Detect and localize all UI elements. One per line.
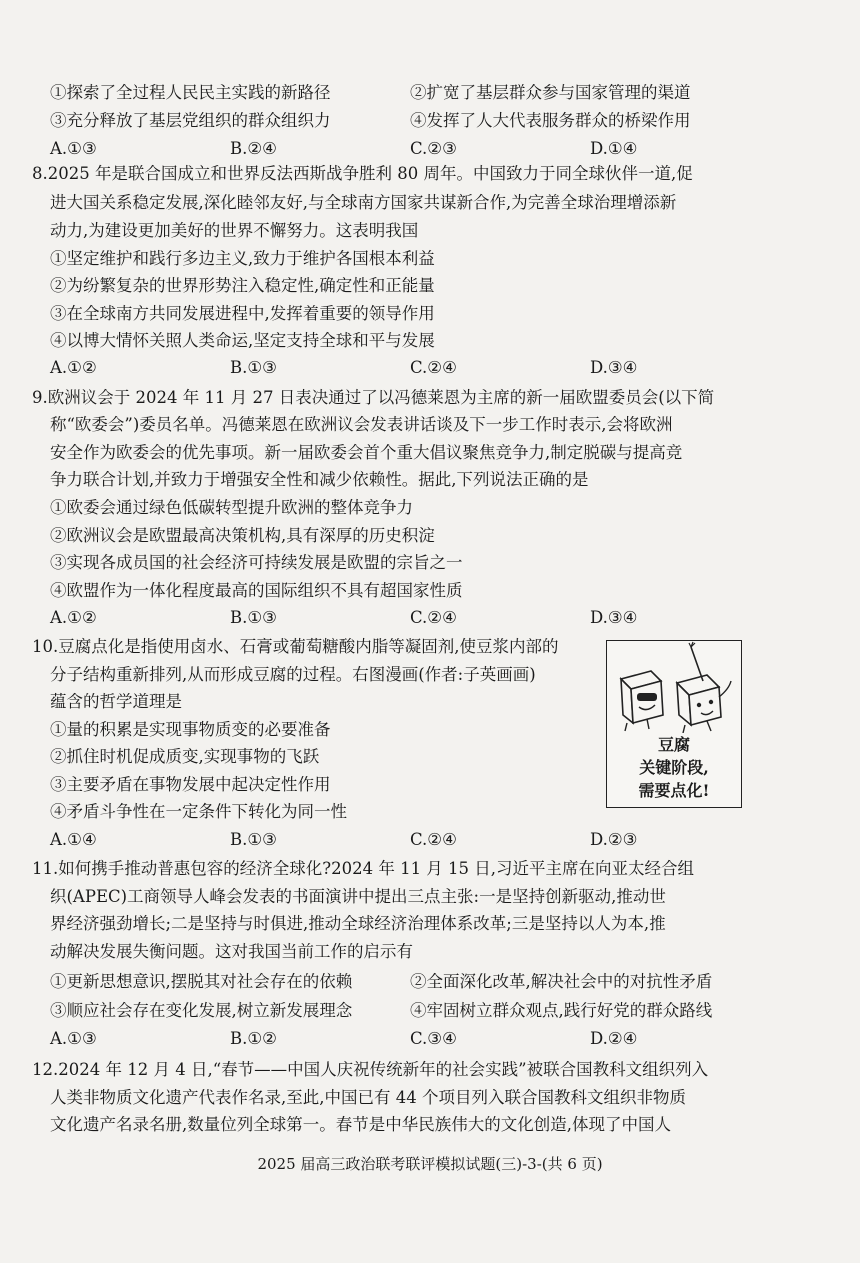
q12-stem-line-3: 文化遗产名录名册,数量位列全球第一。春节是中华民族伟大的文化创造,体现了中国人	[50, 1115, 671, 1134]
q9-stem-line-4: 争力联合计划,并致力于增强安全性和减少依赖性。据此,下列说法正确的是	[50, 470, 589, 489]
q9-option-3: ③实现各成员国的社会经济可持续发展是欧盟的宗旨之一	[50, 553, 463, 572]
q11-choice-a: A.①③	[50, 1029, 97, 1048]
q7-choice-b: B.②④	[230, 139, 277, 158]
q12-stem-line-1: 12.2024 年 12 月 4 日,“春节——中国人庆祝传统新年的社会实践”被联合国教科文组织列入	[32, 1060, 709, 1079]
q11-option-2: ②全面深化改革,解决社会中的对抗性矛盾	[410, 972, 713, 991]
q9-choice-b: B.①③	[230, 608, 277, 627]
q9-option-4: ④欧盟作为一体化程度最高的国际组织不具有超国家性质	[50, 581, 463, 600]
q11-stem-line-2: 织(APEC)工商领导人峰会发表的书面演讲中提出三点主张:一是坚持创新驱动,推动世	[50, 887, 666, 906]
q7-option-4: ④发挥了人大代表服务群众的桥梁作用	[410, 111, 691, 130]
q8-option-4: ④以博大情怀关照人类命运,坚定支持全球和平与发展	[50, 331, 435, 350]
q11-choice-b: B.①②	[230, 1029, 277, 1048]
q9-stem-line-3: 安全作为欧委会的优先事项。新一届欧委会首个重大倡议聚焦竞争力,制定脱碳与提高竞	[50, 443, 683, 462]
q7-choice-d: D.①④	[590, 139, 638, 158]
q11-option-1: ①更新思想意识,摆脱其对社会存在的依赖	[50, 972, 353, 991]
q10-option-1: ①量的积累是实现事物质变的必要准备	[50, 720, 331, 739]
q8-choice-c: C.②④	[410, 358, 457, 377]
q7-option-2: ②扩宽了基层群众参与国家管理的渠道	[410, 83, 691, 102]
q10-choice-b: B.①③	[230, 830, 277, 849]
q11-choice-c: C.③④	[410, 1029, 457, 1048]
q8-choice-a: A.①②	[50, 358, 97, 377]
q7-option-1: ①探索了全过程人民民主实践的新路径	[50, 83, 331, 102]
q9-choice-d: D.③④	[590, 608, 638, 627]
q10-option-3: ③主要矛盾在事物发展中起决定性作用	[50, 775, 331, 794]
q10-choice-d: D.②③	[590, 830, 638, 849]
q7-choice-c: C.②③	[410, 139, 457, 158]
q7-option-3: ③充分释放了基层党组织的群众组织力	[50, 111, 331, 130]
q10-option-2: ②抓住时机促成质变,实现事物的飞跃	[50, 747, 320, 766]
q9-option-1: ①欧委会通过绿色低碳转型提升欧洲的整体竞争力	[50, 498, 413, 517]
q8-choice-b: B.①③	[230, 358, 277, 377]
q8-stem-line-1: 8.2025 年是联合国成立和世界反法西斯战争胜利 80 周年。中国致力于同全球伙伴一道,促	[32, 164, 693, 183]
tofu-cartoon	[606, 640, 742, 808]
q9-stem-line-2: 称“欧委会”)委员名单。冯德莱恩在欧洲议会发表讲话谈及下一步工作时表示,会将欧洲	[50, 415, 673, 434]
tofu-cartoon-drawing	[607, 641, 740, 733]
q10-stem-line-2: 分子结构重新排列,从而形成豆腐的过程。右图漫画(作者:子英画画)	[50, 665, 536, 684]
q9-choice-c: C.②④	[410, 608, 457, 627]
caption-line-1: 豆腐	[657, 735, 690, 754]
q10-option-4: ④矛盾斗争性在一定条件下转化为同一性	[50, 802, 347, 821]
page-footer: 2025 届高三政治联考联评模拟试题(三)-3-(共 6 页)	[257, 1155, 603, 1173]
q8-choice-d: D.③④	[590, 358, 638, 377]
q9-stem-line-1: 9.欧洲议会于 2024 年 11 月 27 日表决通过了以冯德莱恩为主席的新一届欧盟委员会(以下简	[32, 388, 715, 407]
q12-stem-line-2: 人类非物质文化遗产代表作名录,至此,中国已有 44 个项目列入联合国教科文组织非物质	[50, 1088, 686, 1107]
q11-option-3: ③顺应社会存在变化发展,树立新发展理念	[50, 1001, 353, 1020]
q8-option-1: ①坚定维护和践行多边主义,致力于维护各国根本利益	[50, 249, 435, 268]
q8-stem-line-2: 进大国关系稳定发展,深化睦邻友好,与全球南方国家共谋新合作,为完善全球治理增添新	[50, 193, 677, 212]
caption-line-3: 需要点化!	[638, 781, 710, 800]
q7-choice-a: A.①③	[50, 139, 97, 158]
q9-choice-a: A.①②	[50, 608, 97, 627]
caption-line-2: 关键阶段,	[639, 758, 709, 777]
q8-stem-line-3: 动力,为建设更加美好的世界不懈努力。这表明我国	[50, 221, 419, 240]
q10-choice-a: A.①④	[50, 830, 97, 849]
q10-stem-line-3: 蕴含的哲学道理是	[50, 692, 182, 711]
q11-stem-line-3: 界经济强劲增长;二是坚持与时俱进,推动全球经济治理体系改革;三是坚持以人为本,推	[50, 914, 666, 933]
q11-option-4: ④牢固树立群众观点,践行好党的群众路线	[410, 1001, 713, 1020]
q8-option-2: ②为纷繁复杂的世界形势注入稳定性,确定性和正能量	[50, 276, 435, 295]
tofu-cartoon-caption	[607, 733, 741, 802]
q8-option-3: ③在全球南方共同发展进程中,发挥着重要的领导作用	[50, 304, 435, 323]
q10-stem-line-1: 10.豆腐点化是指使用卤水、石膏或葡萄糖酸内脂等凝固剂,使豆浆内部的	[32, 637, 559, 656]
q11-stem-line-1: 11.如何携手推动普惠包容的经济全球化?2024 年 11 月 15 日,习近平主席在向亚太经合组	[32, 859, 695, 878]
q11-choice-d: D.②④	[590, 1029, 638, 1048]
q10-choice-c: C.②④	[410, 830, 457, 849]
q9-option-2: ②欧洲议会是欧盟最高决策机构,具有深厚的历史积淀	[50, 526, 435, 545]
q11-stem-line-4: 动解决发展失衡问题。这对我国当前工作的启示有	[50, 942, 413, 961]
